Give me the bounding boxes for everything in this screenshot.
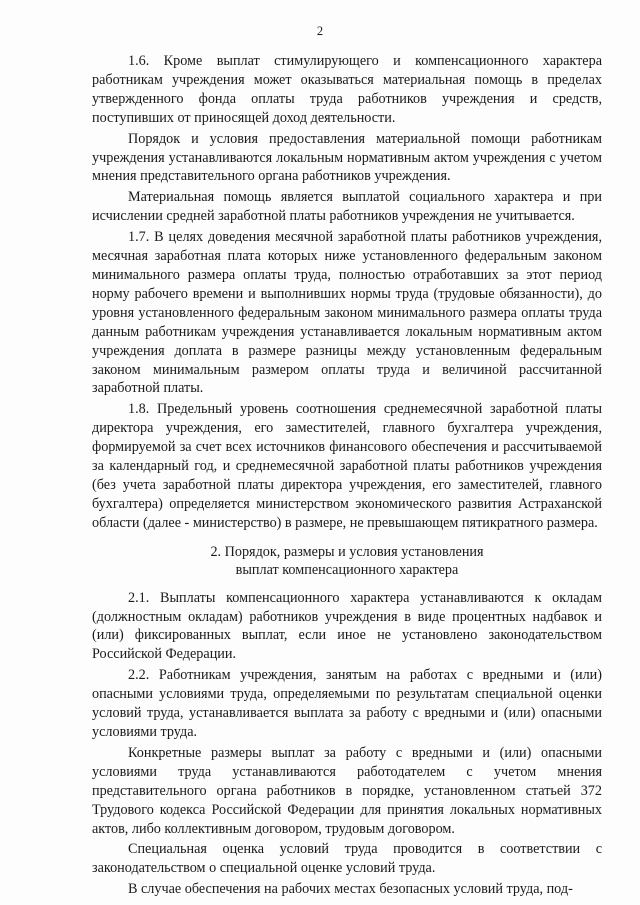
paragraph-special-assessment: Специальная оценка условий труда проводится в соответствии с законодательством о специальной оценке условий труда. [92,841,602,877]
section-heading [92,543,602,579]
page-number: 2 [316,24,324,38]
paragraph-material-aid-procedure: Порядок и условия предоставления материальной помощи работникам учреждения устанавливаются локальным нормативным актом учреждения с учетом мнения представительного органа работников учреждения. [92,130,602,185]
section-heading-line-2: выплат компенсационного характера [235,561,459,578]
section-heading-line-1: 2. Порядок, размеры и условия установления [210,543,484,560]
paragraph-2-2: 2.2. Работникам учреждения, занятым на работах с вредными и (или) опасными условиями труда, определяемыми по результатам специальной оценки условий труда, устанавливается выплата за работу с вредными и (или) опасными условиями труда. [92,667,602,740]
paragraph-safe-conditions: В случае обеспечения на рабочих местах безопасных условий труда, под- [128,881,573,898]
paragraph-2-1: 2.1. Выплаты компенсационного характера устанавливаются к окладам (должностным окладам) работников учреждения в виде процентных надбавок и (или) фиксированных выплат, если иное не установлено законодательством Российской Федерации. [92,589,602,663]
paragraph-material-aid-social: Материальная помощь является выплатой социального характера и при исчислении средней заработной платы работников учреждения не учитывается. [92,189,602,225]
paragraph-1-8: 1.8. Предельный уровень соотношения среднемесячной заработной платы директора учреждения, его заместителей, главного бухгалтера учреждения, формируемой за счет всех источников финансового обеспечения и рассчитываемой за календарный год, и среднемесячной заработной платы работников учреждения (без учета заработной платы директора учреждения, его заместителей, главного бухгалтера) определяется министерством экономического развития Астраханской области (далее - министерство) в размере, не превышающем пятикратного размера. [92,401,602,531]
document-body [92,52,602,901]
paragraph-hazard-pay-amounts: Конкретные размеры выплат за работу с вредными и (или) опасными условиями труда устанавливаются работодателем с учетом мнения представительного органа работников в порядке, установленном статьей 372 Трудового кодекса Российской Федерации для принятия локальных нормативных актов, либо коллективным договором, трудовым договором. [92,744,602,837]
paragraph-1-7: 1.7. В целях доведения месячной заработной платы работников учреждения, месячная заработная плата которых ниже установленного федеральным законом минимального размера оплаты труда, полностью отработавших за этот период норму рабочего времени и выполнивших нормы труда (трудовые обязанности), до уровня установленного федеральным законом минимального размера оплаты труда данным работникам учреждения устанавливается локальным нормативным актом учреждения доплата в размере разницы между установленным федеральным законом минимальным размером оплаты труда и величиной рассчитанной заработной платы. [92,229,602,397]
paragraph-1-6: 1.6. Кроме выплат стимулирующего и компенсационного характера работникам учреждения может оказываться материальная помощь в пределах утвержденного фонда оплаты труда работников учреждения и средств, поступивших от приносящей доход деятельности. [92,53,602,126]
